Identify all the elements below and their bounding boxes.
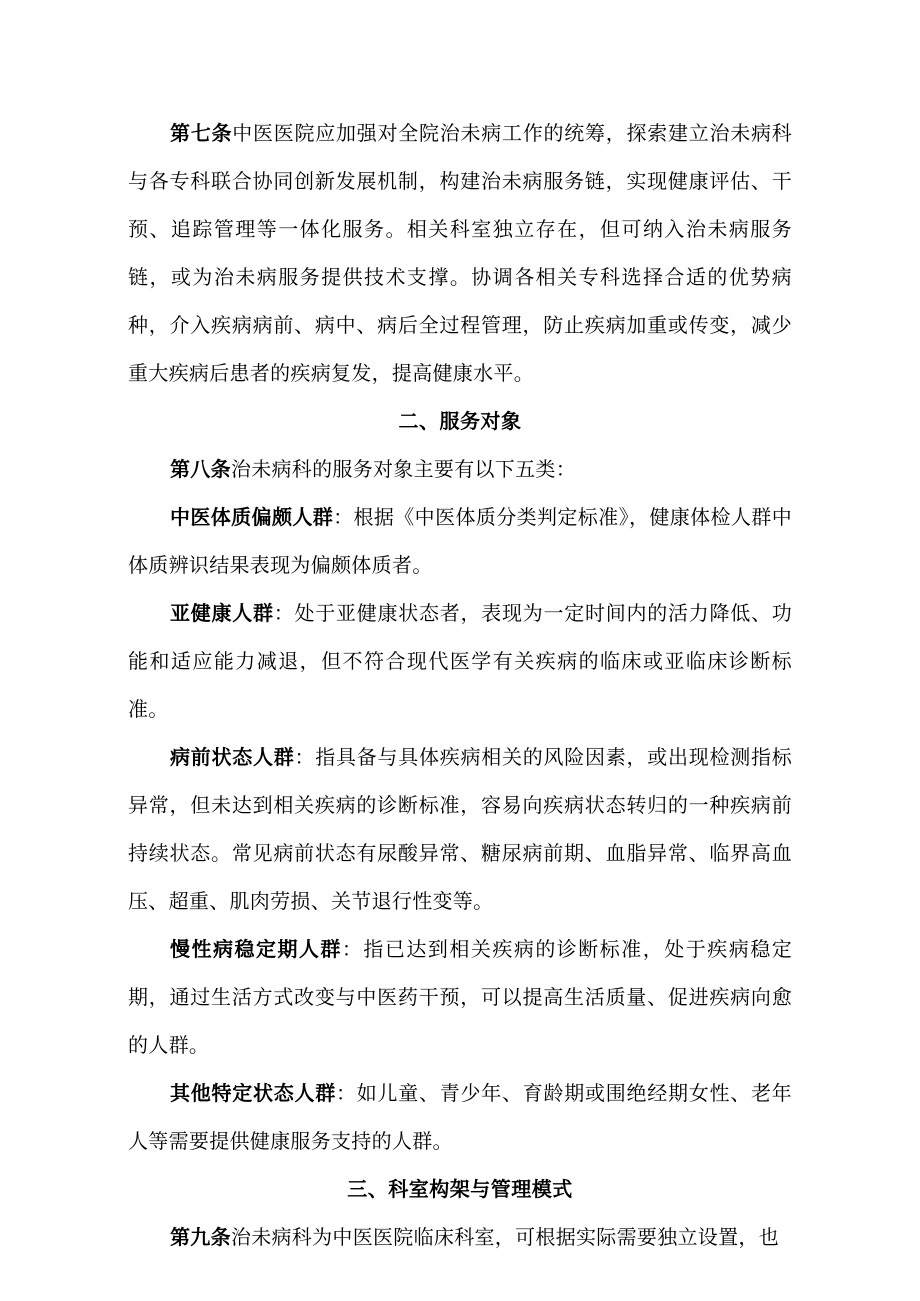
group-chronic-text: ：指已达到相关疾病的诊断标准，处于疾病稳定期，通过生活方式改变与中医药干预，可以提高生活质量、促进疾病向愈的人群。: [128, 937, 792, 1057]
group-constitution-lead: 中医体质偏颇人群: [170, 505, 334, 529]
article-8-text: 治未病科的服务对象主要有以下五类：: [230, 457, 577, 481]
article-7-lead: 第七条: [170, 121, 233, 145]
group-constitution-paragraph: [128, 493, 792, 589]
section-2-heading: 二、服务对象: [398, 409, 522, 433]
group-chronic-lead: 慢性病稳定期人群: [170, 937, 342, 961]
group-chronic-paragraph: [128, 925, 792, 1069]
article-7-paragraph: [128, 109, 792, 397]
article-8-lead: 第八条: [170, 457, 231, 481]
group-subhealth-text: ：处于亚健康状态者，表现为一定时间内的活力降低、功能和适应能力减退，但不符合现代医学有关疾病的临床或亚临床诊断标准。: [128, 601, 793, 721]
article-7-text: 中医医院应加强对全院治未病工作的统筹，探索建立治未病科与各专科联合协同创新发展机制，构建治未病服务链，实现健康评估、干预、追踪管理等一体化服务。相关科室独立存在，但可纳入治未病服务链，或为治未病服务提供技术支撑。协调各相关专科选择合适的优势病种，介入疾病病前、病中、病后全过程管理，防止疾病加重或传变，减少重大疾病后患者的疾病复发，提高健康水平。: [128, 121, 792, 385]
group-constitution-text: ：根据《中医体质分类判定标准》，健康体检人群中体质辨识结果表现为偏颇体质者。: [128, 505, 792, 577]
group-predisease-lead: 病前状态人群: [170, 745, 295, 769]
group-special-paragraph: [128, 1069, 792, 1165]
article-9-text: 治未病科为中医医院临床科室，可根据实际需要独立设置，也: [230, 1225, 780, 1249]
group-predisease-paragraph: [128, 733, 792, 925]
group-predisease-text: ：指具备与具体疾病相关的风险因素，或出现检测指标异常，但未达到相关疾病的诊断标准，容易向疾病状态转归的一种疾病前持续状态。常见病前状态有尿酸异常、糖尿病前期、血脂异常、临界高血压、超重、肌肉劳损、关节退行性变等。: [128, 745, 792, 913]
group-subhealth-paragraph: [128, 589, 792, 733]
section-3-heading: 三、科室构架与管理模式: [347, 1177, 573, 1201]
group-special-lead: 其他特定状态人群: [170, 1081, 336, 1105]
article-9-lead: 第九条: [170, 1225, 231, 1249]
article-8-paragraph: [128, 445, 792, 493]
article-9-paragraph: [128, 1213, 792, 1261]
group-subhealth-lead: 亚健康人群: [170, 601, 274, 625]
group-special-text: ：如儿童、青少年、育龄期或围绝经期女性、老年人等需要提供健康服务支持的人群。: [128, 1081, 792, 1153]
